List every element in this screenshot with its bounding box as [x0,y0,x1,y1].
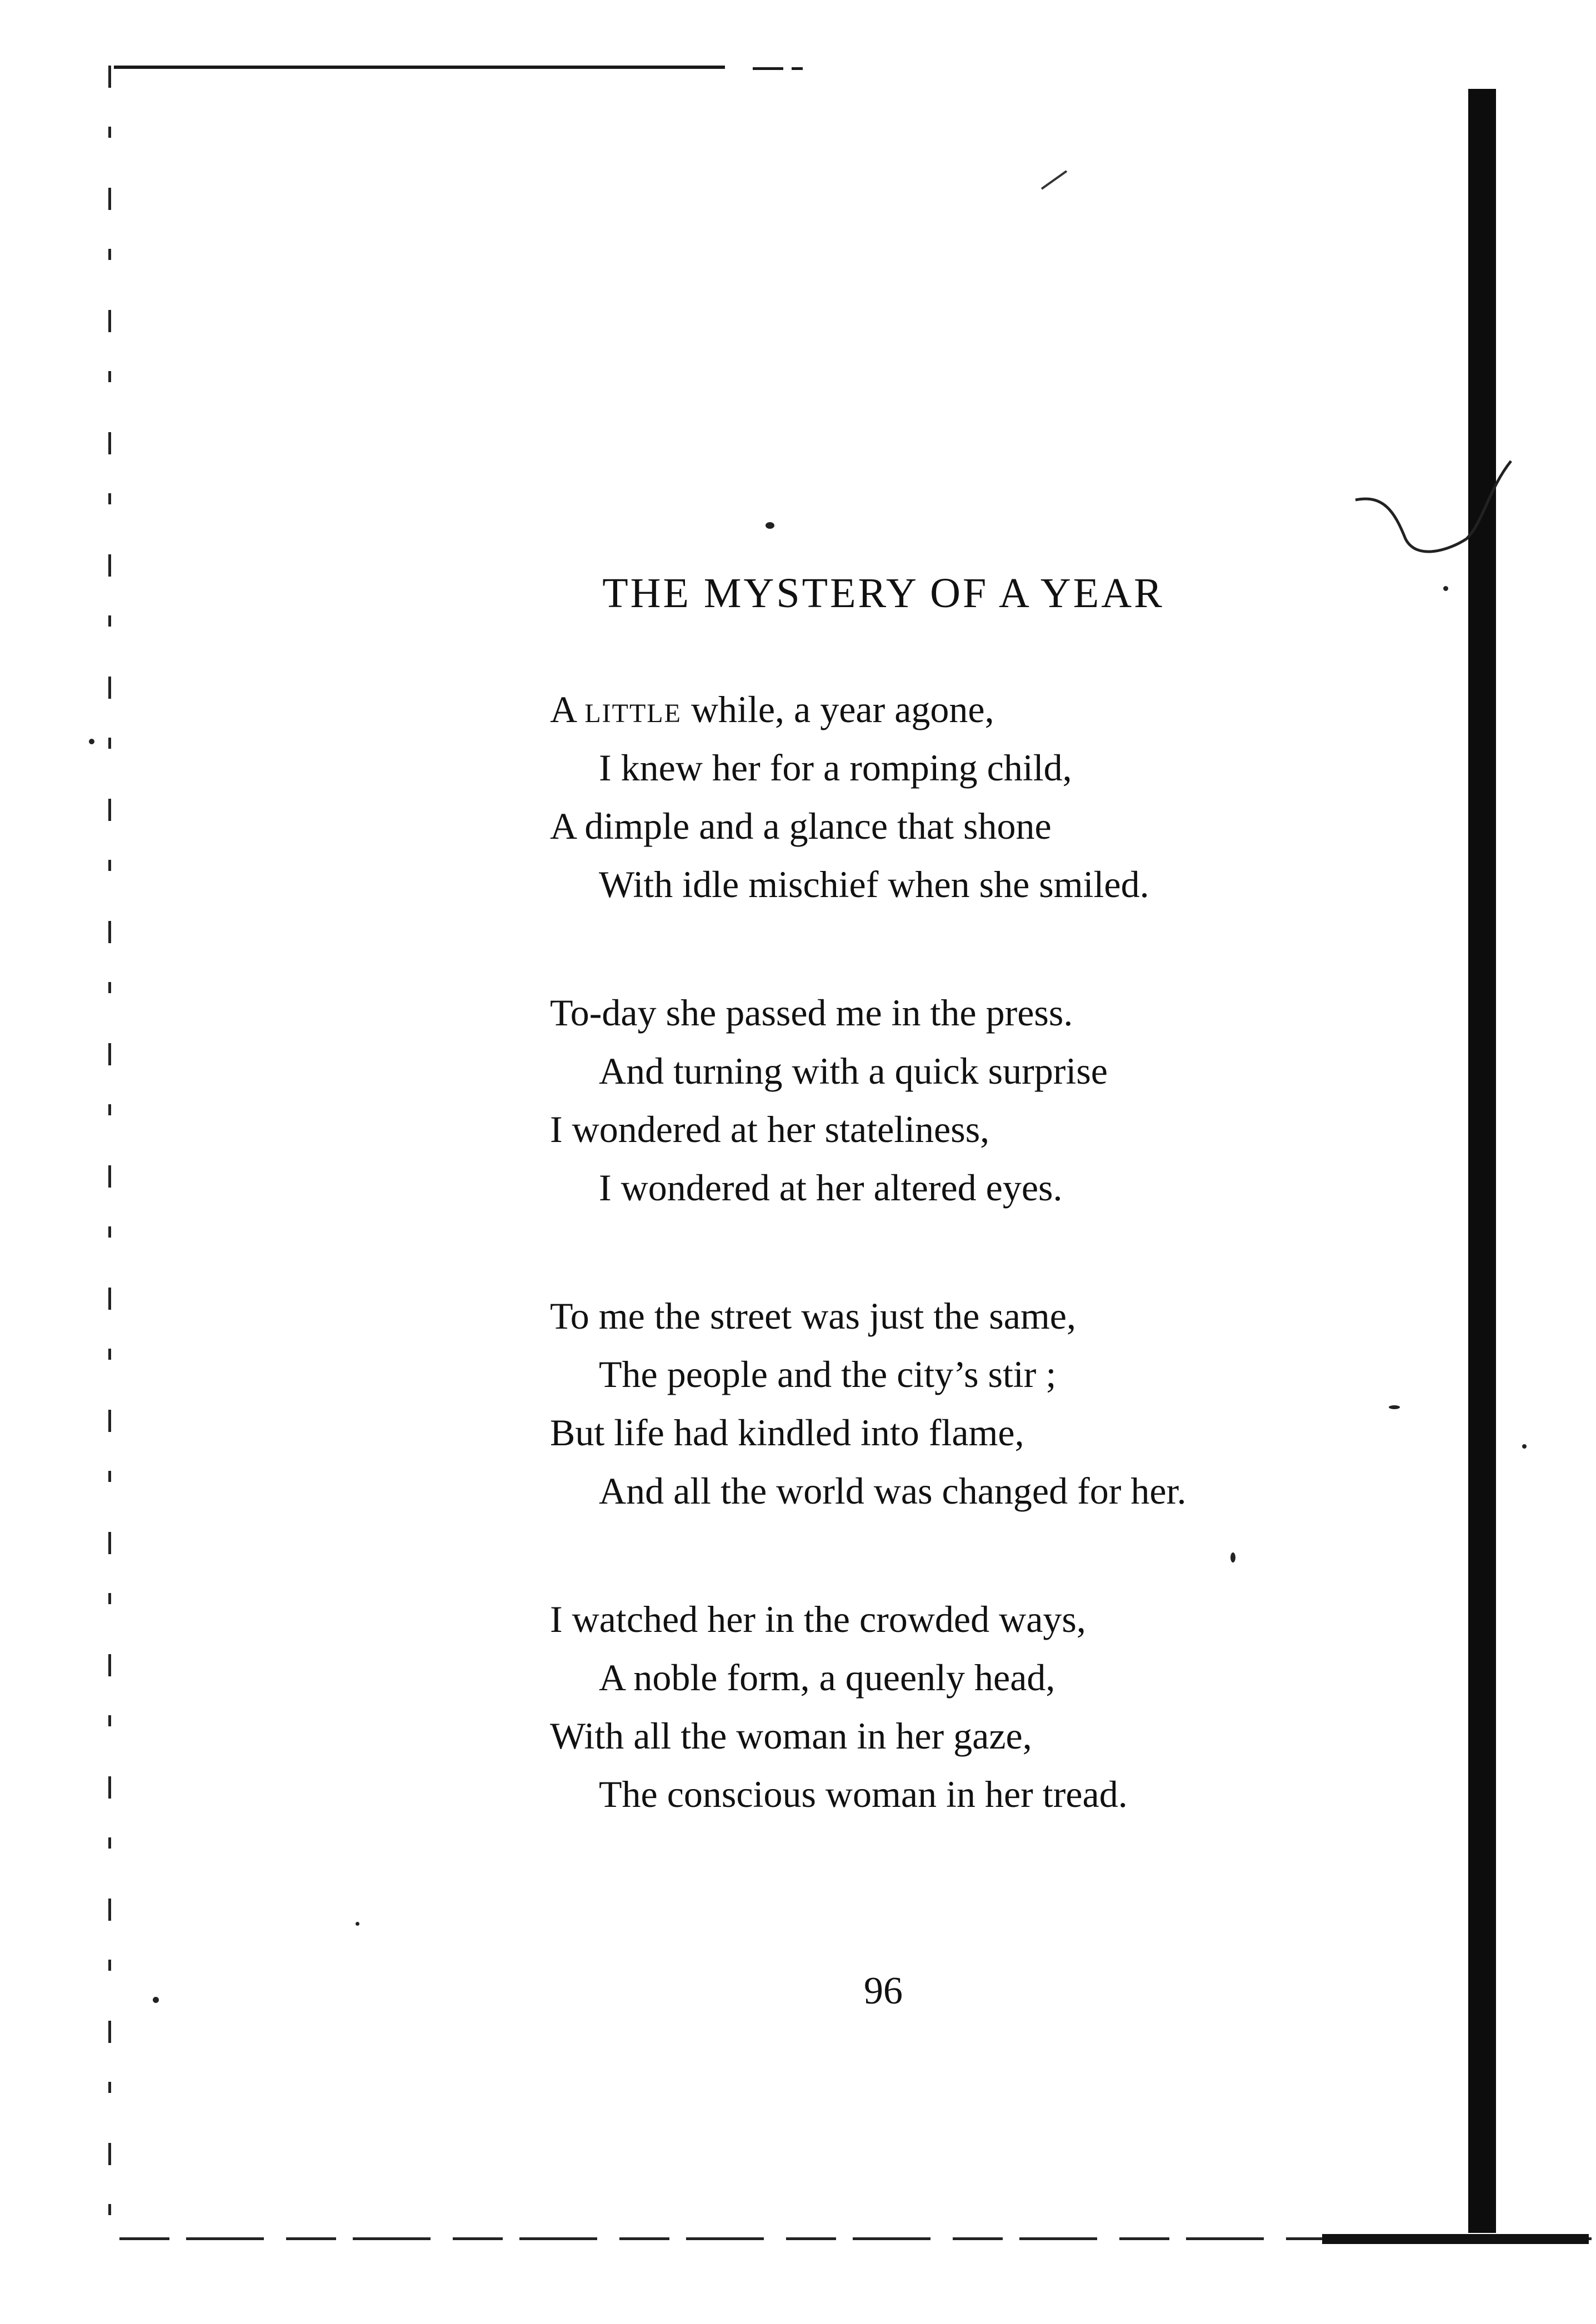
ink-speck [153,1997,159,2003]
margin-pencil-mark [1350,455,1528,567]
ink-speck [766,522,774,529]
line-lead: A [550,688,585,730]
poem-line: The people and the city’s stir ; [599,1353,1057,1395]
stanza-2 [550,984,1383,1217]
ink-speck [1389,1405,1400,1409]
poem-body [550,680,1383,1894]
poem-line: To-day she passed me in the press. [550,991,1073,1034]
page-number: 96 [864,1970,903,2012]
poem-line: I wondered at her stateliness, [550,1108,990,1150]
top-edge-dash [753,67,783,70]
poem-line: The conscious woman in her tread. [599,1773,1128,1815]
left-page-edge [108,66,111,2232]
stanza-4 [550,1590,1383,1824]
poem-line: And all the world was changed for her. [599,1470,1187,1512]
poem-line: I knew her for a romping child, [599,747,1072,789]
poem-line: With all the woman in her gaze, [550,1715,1032,1757]
ink-speck [356,1922,359,1926]
top-edge-dash [792,67,803,70]
binding-shadow-bar [1468,89,1496,2233]
ink-speck [89,739,94,744]
poem-line [550,680,1383,739]
poem-line: But life had kindled into flame, [550,1411,1024,1454]
poem-line: A noble form, a queenly head, [599,1656,1055,1699]
ink-speck [1522,1444,1527,1449]
line-rest: while, a year agone, [681,688,994,730]
small-caps-word: little [584,688,682,730]
poem-line: With idle mischief when she smiled. [599,863,1149,905]
poem-line: And turning with a quick surprise [599,1050,1108,1092]
stanza-1 [550,680,1383,914]
stanza-3 [550,1287,1383,1520]
poem-line: A dimple and a glance that shone [550,805,1052,847]
poem-line: To me the street was just the same, [550,1295,1076,1337]
stray-mark [1039,167,1072,194]
poem-title: THE MYSTERY OF A YEAR [602,570,1164,617]
bottom-edge-shadow [1322,2234,1589,2244]
top-edge-rule [114,66,725,69]
poem-line: I wondered at her altered eyes. [599,1166,1063,1209]
poem-line: I watched her in the crowded ways, [550,1598,1086,1640]
